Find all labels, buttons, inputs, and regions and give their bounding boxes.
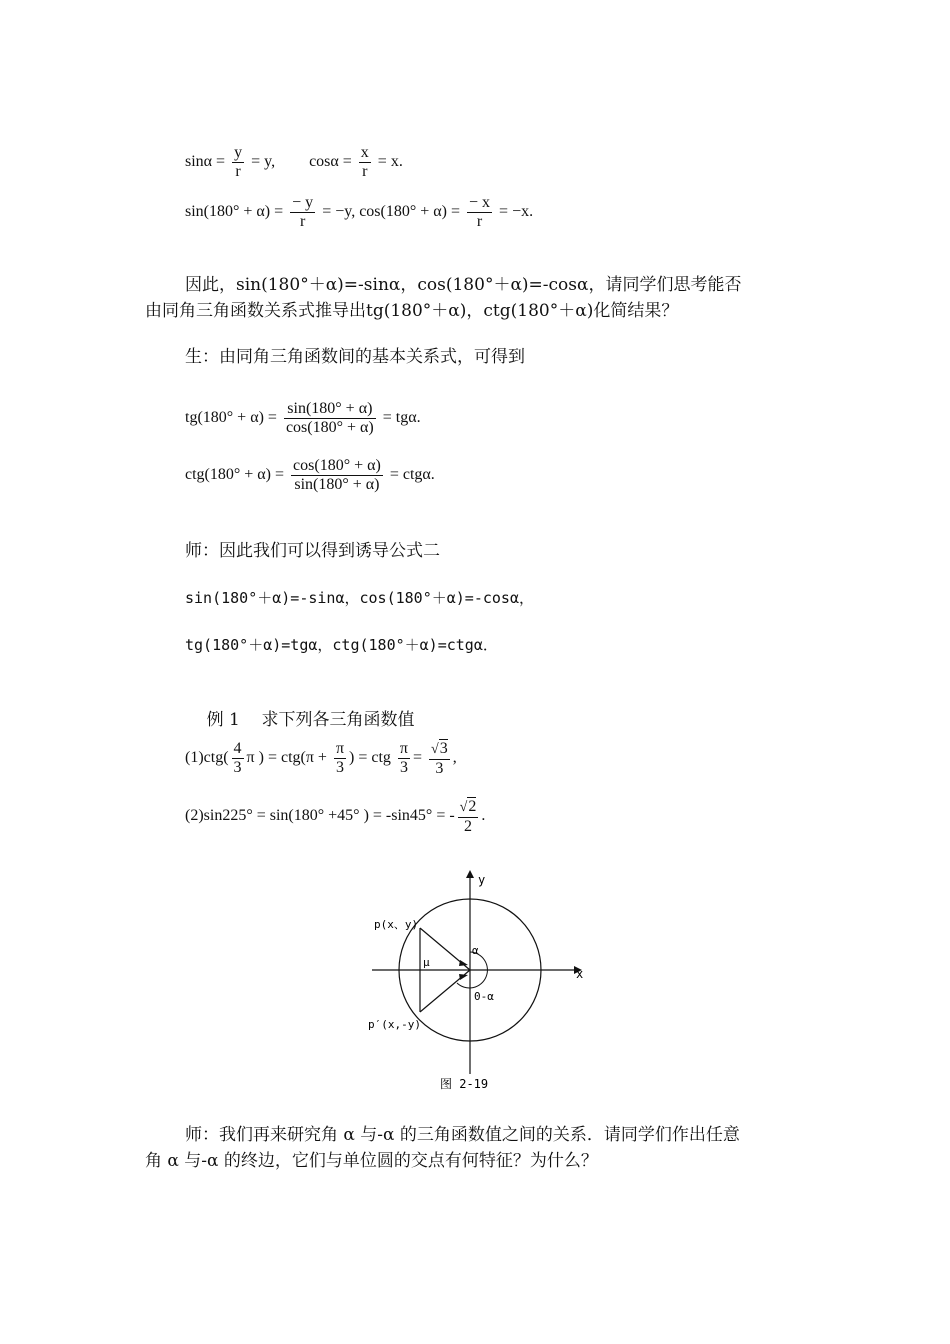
ctg-lhs: ctg(180° + α) = <box>185 466 285 484</box>
figure-caption: 图 2-19 <box>440 1077 489 1091</box>
fraction-x-over-r: $\frac{x}{r}$ <box>360 144 369 180</box>
x-axis-label: x <box>576 967 584 981</box>
induction-formula-2b-text: tg(180°＋α)=tgα，ctg(180°＋α)=ctgα． <box>185 636 498 654</box>
induction-formula-2a <box>185 587 534 608</box>
formula-tg-180 <box>185 400 421 437</box>
mu-label: μ <box>423 956 430 969</box>
cos180-tail: = −x. <box>499 203 534 221</box>
cos-def-label: cosα = <box>309 153 352 171</box>
fraction-4-over-3: $\frac{4}{3}$ <box>233 740 242 776</box>
arc-arrow-neg-alpha <box>459 974 468 980</box>
sin180-tail: = −y, <box>322 203 356 221</box>
y-axis-label: y <box>478 873 486 887</box>
teacher-statement-1-text: 师：因此我们可以得到诱导公式二 <box>185 541 440 561</box>
fraction-sin-over-cos: $\frac{\sin(180^\circ + \alpha)}{\cos(180^\circ + \alpha)}$ <box>285 400 374 436</box>
arc-arrow-alpha <box>459 960 468 966</box>
student-answer-text: 生：由同角三角函数间的基本关系式，可得到 <box>185 347 525 367</box>
paragraph-question <box>185 272 742 298</box>
fraction-sqrt3-over-3: $\frac{√3}{3}$ <box>431 740 448 777</box>
teacher-statement-2 <box>185 1122 740 1148</box>
point-p-prime-label: p′(x,-y) <box>368 1018 421 1031</box>
teacher-statement-2-line-b: 角 α 与-α 的终边，它们与单位圆的交点有何特征？为什么？ <box>145 1151 598 1171</box>
tg-rhs: = tgα. <box>382 409 421 427</box>
fraction-pi-over-3-b: $\frac{\pi}{3}$ <box>399 740 408 776</box>
example-1-heading-text: 例 1 求下列各三角函数值 <box>206 710 415 730</box>
radical-sign: √ <box>459 800 468 815</box>
sin-def-tail: = y, <box>251 153 276 171</box>
fraction-neg-x-over-r: $\frac{- x}{r}$ <box>469 194 491 230</box>
example-1-part-1: (1)ctg( $\frac{4}{3}$ π ) = ctg(π + $\frac{\pi}{3}$ ) = ctg $\frac{\pi}{3}$ = $\frac{√3}{3}$ , <box>185 740 457 777</box>
example-1-part-2: (2)sin225° = sin(180° +45° ) = -sin45° = - $\frac{√2}{2}$ . <box>185 798 486 835</box>
sin180-label: sin(180° + α) = <box>185 203 284 221</box>
cos-def-tail: = x. <box>377 153 403 171</box>
formula-ctg-180 <box>185 457 435 494</box>
induction-formula-2b <box>185 634 498 655</box>
paragraph-question-line-b: 由同角三角函数关系式推导出tg(180°＋α)，ctg(180°＋α)化简结果？ <box>145 301 679 321</box>
teacher-statement-2-line-a: 师：我们再来研究角 α 与-α 的三角函数值之间的关系．请同学们作出任意 <box>185 1125 740 1145</box>
induction-formula-2a-text: sin(180°＋α)=-sinα，cos(180°＋α)=-cosα， <box>185 589 534 607</box>
point-p-label: p(x、y) <box>374 918 419 931</box>
tg-lhs: tg(180° + α) = <box>185 409 277 427</box>
radical-sign: √ <box>431 742 439 757</box>
sin-def-label: sinα = <box>185 153 226 171</box>
ctg-rhs: = ctgα. <box>389 466 435 484</box>
y-axis-arrow <box>466 870 474 878</box>
teacher-statement-2-cont <box>145 1148 598 1174</box>
fraction-cos-over-sin: $\frac{\cos(180^\circ + \alpha)}{\sin(180^\circ + \alpha)}$ <box>293 457 381 493</box>
teacher-statement-1 <box>185 538 440 564</box>
formula-sin-cos-def <box>185 144 403 181</box>
paragraph-question-cont <box>145 298 678 324</box>
figure-unit-circle <box>360 862 600 1102</box>
formula-sin-cos-180 <box>185 194 533 231</box>
fraction-y-over-r: $\frac{y}{r}$ <box>234 144 243 180</box>
angle-alpha-label: α <box>472 944 479 957</box>
student-answer <box>185 344 525 370</box>
paragraph-question-line-a: 因此，sin(180°＋α)=-sinα，cos(180°＋α)=-cosα，请同学们思考能否 <box>185 275 742 295</box>
fraction-sqrt2-over-2: $\frac{√2}{2}$ <box>459 798 477 835</box>
fraction-pi-over-3-a: $\frac{\pi}{3}$ <box>335 740 345 776</box>
cos180-label: cos(180° + α) = <box>359 203 461 221</box>
angle-neg-alpha-label: 0-α <box>474 990 494 1003</box>
fraction-neg-y-over-r: $\frac{- y}{r}$ <box>292 194 314 230</box>
